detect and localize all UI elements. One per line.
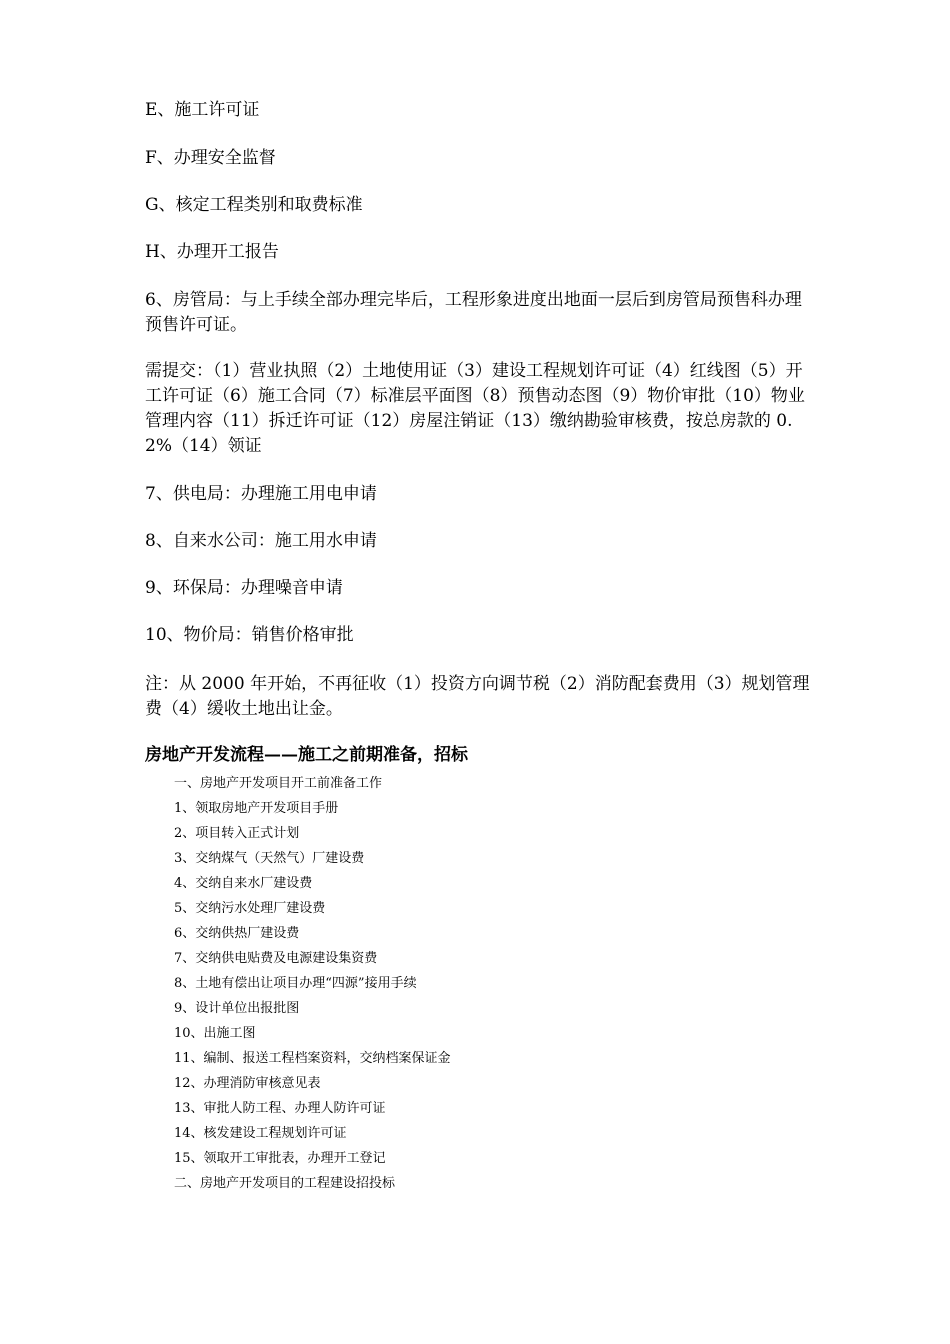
list-item: 14、核发建设工程规划许可证 [174, 1126, 347, 1141]
list-item: 9、设计单位出报批图 [174, 1001, 300, 1016]
list-item: 7、交纳供电贴费及电源建设集资费 [174, 951, 378, 966]
paragraph-required-documents: 需提交：（1）营业执照（2）土地使用证（3）建设工程规划许可证（4）红线图（5）开工许可证（6）施工合同（7）标准层平面图（8）预售动态图（9）物价审批（10）物业管理内容（11）拆迁许可证（12）房屋注销证（13）缴纳勘验审核费，按总房款的 0.2%（14）领证 [145, 361, 805, 456]
paragraph-price-bureau: 10、物价局：销售价格审批 [145, 625, 354, 645]
list-item: 5、交纳污水处理厂建设费 [174, 901, 326, 916]
paragraph-e: E、施工许可证 [145, 100, 260, 120]
paragraph-environment-bureau: 9、环保局：办理噪音申请 [145, 578, 343, 598]
list-item: 一、房地产开发项目开工前准备工作 [174, 776, 383, 791]
list-item: 4、交纳自来水厂建设费 [174, 876, 313, 891]
list-item: 12、办理消防审核意见表 [174, 1076, 321, 1091]
list-item: 6、交纳供热厂建设费 [174, 926, 300, 941]
section-heading: 房地产开发流程——施工之前期准备，招标 [145, 745, 468, 765]
list-item: 10、出施工图 [174, 1026, 256, 1041]
list-item: 11、编制、报送工程档案资料，交纳档案保证金 [174, 1051, 451, 1066]
paragraph-water-company: 8、自来水公司：施工用水申请 [145, 531, 377, 551]
list-item: 1、领取房地产开发项目手册 [174, 801, 339, 816]
list-item: 二、房地产开发项目的工程建设招投标 [174, 1176, 396, 1191]
list-item: 2、项目转入正式计划 [174, 826, 300, 841]
list-item: 13、审批人防工程、办理人防许可证 [174, 1101, 386, 1116]
paragraph-power-bureau: 7、供电局：办理施工用电申请 [145, 484, 377, 504]
paragraph-note: 注：从 2000 年开始，不再征收（1）投资方向调节税（2）消防配套费用（3）规划管理费（4）缓收土地出让金。 [145, 674, 810, 719]
paragraph-h: H、办理开工报告 [145, 242, 279, 262]
paragraph-g: G、核定工程类别和取费标准 [145, 195, 363, 215]
list-item: 8、土地有偿出让项目办理“四源”接用手续 [174, 976, 417, 991]
list-item: 15、领取开工审批表，办理开工登记 [174, 1151, 386, 1166]
list-item: 3、交纳煤气（天然气）厂建设费 [174, 851, 365, 866]
paragraph-f: F、办理安全监督 [145, 148, 276, 168]
paragraph-housing-bureau: 6、房管局：与上手续全部办理完毕后，工程形象进度出地面一层后到房管局预售科办理预售许可证。 [145, 290, 802, 335]
